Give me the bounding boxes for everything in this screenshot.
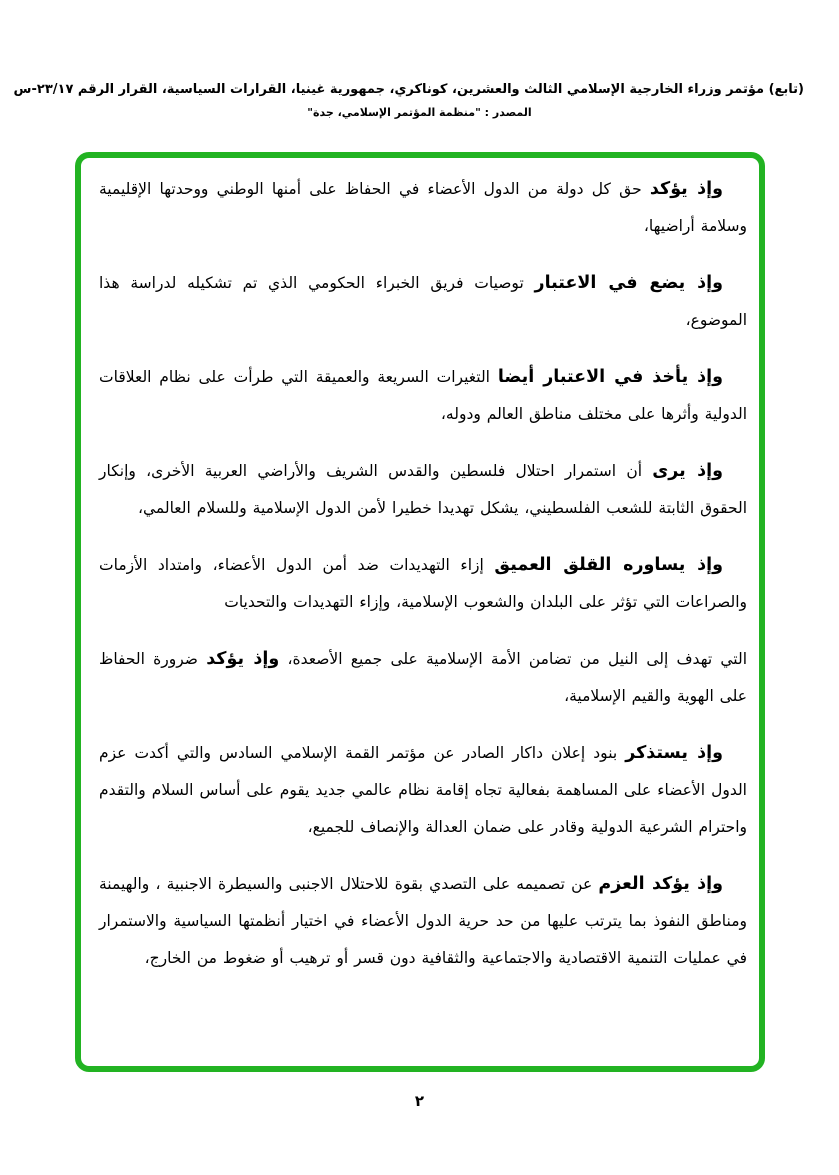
paragraph <box>99 866 747 977</box>
paragraph <box>99 359 747 433</box>
paragraph <box>99 735 747 846</box>
lead-phrase: وإذ يساوره القلق العميق <box>494 555 724 575</box>
body-text: بنود إعلان داكار الصادر عن مؤتمر القمة الإسلامي السادس والتي أكدت عزم الدول الأعضاء على المساهمة بفعالية تجاه إقامة نظام عالمي جديد يقوم على أساس السلام والتقدم واحترام الشرعية الدولية وقادر على ضمان العدالة والإنصاف للجميع، <box>99 744 747 836</box>
lead-phrase: وإذ يضع في الاعتبار <box>534 273 723 293</box>
body-text: التغيرات السريعة والعميقة التي طرأت على نظام العلاقات الدولية وأثرها على مختلف مناطق العالم ودوله، <box>99 368 747 423</box>
paragraph <box>99 171 747 245</box>
content-border-box <box>75 152 765 1072</box>
body-text: حق كل دولة من الدول الأعضاء في الحفاظ على أمنها الوطني ووحدتها الإقليمية وسلامة أراضيها، <box>99 180 747 235</box>
page-number: ٢ <box>414 1092 425 1110</box>
document-header <box>13 82 804 119</box>
paragraph <box>99 547 747 621</box>
header-source-line: المصدر : "منظمة المؤتمر الإسلامي، جدة" <box>307 106 532 119</box>
lead-phrase: وإذ يأخذ في الاعتبار أيضا <box>497 367 723 387</box>
body-text: عن تصميمه على التصدي بقوة للاحتلال الاجنبى والسيطرة الاجنبية ، والهيمنة ومناطق النفوذ بما يترتب عليها من حد حرية الدول الأعضاء في اختيار أنظمتها السياسية والاستمرار في عمليات التنمية الاقتصادية والاجتماعية والثقافية دون قسر أو ترهيب أو ضغوط من الخارج، <box>99 875 747 967</box>
body-text: ضرورة الحفاظ على الهوية والقيم الإسلامية، <box>99 650 747 705</box>
body-text: أن استمرار احتلال فلسطين والقدس الشريف والأراضي العربية الأخرى، وإنكار الحقوق الثابتة للشعب الفلسطيني، يشكل تهديدا خطيرا لأمن الدول الإسلامية وللسلام العالمي، <box>99 462 747 517</box>
body-text: توصيات فريق الخبراء الحكومي الذي تم تشكيله لدراسة هذا الموضوع، <box>99 274 747 329</box>
lead-phrase: وإذ يستذكر <box>625 743 723 763</box>
body-text: التي تهدف إلى النيل من تضامن الأمة الإسلامية على جميع الأصعدة، <box>279 650 747 668</box>
paragraph <box>99 641 747 715</box>
header-title: (تابع) مؤتمر وزراء الخارجية الإسلامي الثالث والعشرين، كوناكري، جمهورية غينيا، القرارات السياسية، القرار الرقم ٢٣/١٧-س <box>13 82 804 97</box>
lead-phrase: وإذ يؤكد <box>649 179 723 199</box>
lead-phrase: وإذ يؤكد العزم <box>598 874 723 894</box>
lead-phrase: وإذ يؤكد <box>206 649 280 669</box>
lead-phrase: وإذ يرى <box>652 461 723 481</box>
body-text: إزاء التهديدات ضد أمن الدول الأعضاء، وامتداد الأزمات والصراعات التي تؤثر على البلدان والشعوب الإسلامية، وإزاء التهديدات والتحديات <box>99 556 747 611</box>
paragraph <box>99 265 747 339</box>
paragraph <box>99 453 747 527</box>
